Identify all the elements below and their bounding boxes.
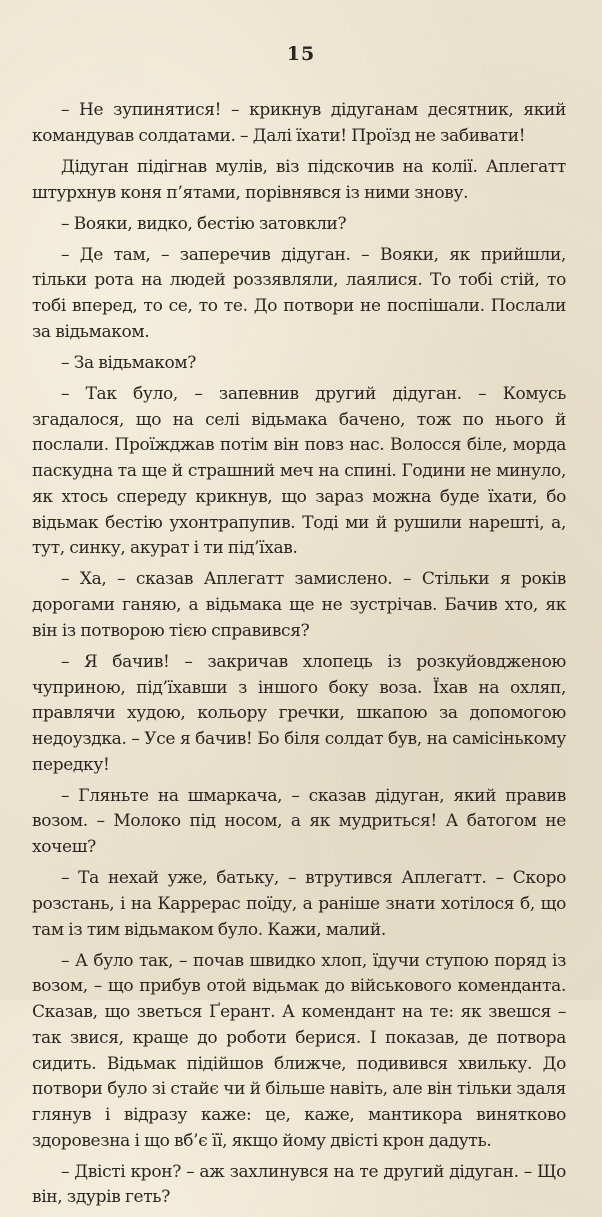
paragraph: – Я бачив! – закричав хлопець із розкуйовдженою чуприною, під’їхавши з іншого боку воза. Їхав на охляп, правлячи худою, кольору гречки, шкапою за допомогою недоуздка. – Усе я бачив! Бо біля солдат був, на самісінькому передку!	[32, 651, 566, 775]
paragraph: Дідуган підігнав мулів, віз підскочив на колії. Аплегатт штурхнув коня п’ятами, порівнявся із ними знову.	[32, 156, 566, 203]
paragraph: – Двісті крон? – аж захлинувся на те другий дідуган. – Що він, здурів геть?	[32, 1161, 566, 1208]
text-body	[32, 98, 566, 1217]
page-number: 15	[286, 43, 316, 65]
paragraph: – Вояки, видко, бестію затовкли?	[61, 213, 347, 234]
paragraph: – А було так, – почав швидко хлоп, їдучи ступою поряд із возом, – що прибув отой відьмак до військового коменданта. Сказав, що зветься Ґерант. А комендант на те: як звешся – так звися, краще до роботи берися. І показав, де потвора сидить. Відьмак підійшов ближче, подивився хвильку. До потвори було зі стайє чи й більше навіть, але він тільки здаля глянув і відразу каже: це, каже, мантикора винятково здоровезна і що вб’є її, якщо йому двісті крон дадуть.	[32, 950, 566, 1151]
paragraph: – Не зупинятися! – крикнув дідуганам десятник, який командував солдатами. – Далі їхати! Проїзд не забивати!	[32, 100, 566, 146]
paragraph: – Та нехай уже, батьку, – втрутився Аплегатт. – Скоро розстань, і на Каррерас поїду, а раніше знати хотілося б, що там із тим відьмаком було. Кажи, малий.	[32, 868, 566, 940]
paragraph: – За відьмаком?	[61, 352, 197, 373]
paragraph: – Гляньте на шмаркача, – сказав дідуган, який правив возом. – Молоко під носом, а як мудриться! А батогом не хочеш?	[32, 785, 566, 858]
paragraph: – Так було, – запевнив другий дідуган. – Комусь згадалося, що на селі відьмака бачено, тож по нього й послали. Проїжджав потім він повз нас. Волосся біле, морда паскудна та ще й страшний меч на спині. Години не минуло, як хтось спереду крикнув, що зараз можна буде їхати, бо відьмак бестію ухонтрапупив. Тоді ми й рушили нарешті, а, тут, синку, акурат і ти під’їхав.	[32, 383, 566, 559]
paragraph: – Ха, – сказав Аплегатт замислено. – Стільки я років дорогами ганяю, а відьмака ще не зустрічав. Бачив хто, як він із потворою тією справився?	[32, 569, 566, 641]
paragraph: – Де там, – заперечив дідуган. – Вояки, як прийшли, тільки рота на людей роззявляли, лаялися. То тобі стій, то тобі вперед, то се, то те. До потвори не поспішали. Послали за відьмаком.	[32, 244, 566, 342]
